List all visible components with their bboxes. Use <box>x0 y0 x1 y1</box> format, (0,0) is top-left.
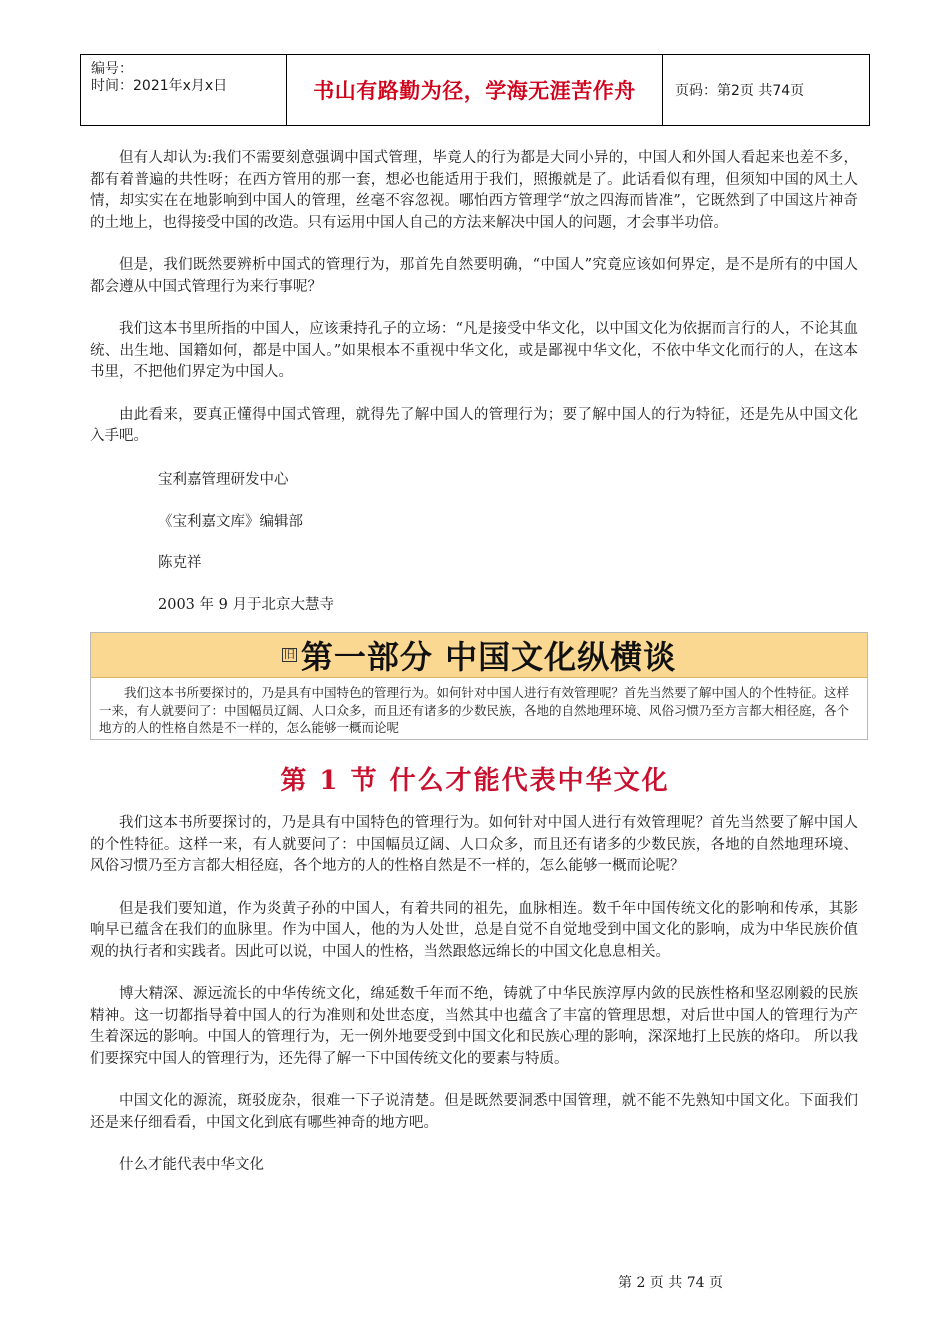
preface-paragraph: 但是，我们既然要辨析中国式的管理行为，那首先自然要明确，“中国人”究竟应该如何界定，是不是所有的中国人都会遵从中国式管理行为来行事呢？ <box>90 257 858 295</box>
section-paragraph: 但是我们要知道，作为炎黄子孙的中国人，有着共同的祖先，血脉相连。数千年中国传统文化的影响和传承，其影响早已蕴含在我们的血脉里。作为中国人，他的为人处世，总是自觉不自觉地受到中国文化的影响，成为中华民族价值观的执行者和实践者。因此可以说，中国人的性格，当然跟悠远绵长的中国文化息息相关。 <box>90 900 858 960</box>
part-summary: 我们这本书所要探讨的，乃是具有中国特色的管理行为。如何针对中国人进行有效管理呢？首先当然要了解中国人的个性特征。这样一来，有人就要问了：中国幅员辽阔、人口众多，而且还有诸多的少数民族，各地的自然地理环境、风俗习惯乃至方言都大相径庭，各个地方的人的性格自然是不一样的，怎么能够一概而论呢 <box>99 685 850 735</box>
section-paragraph: 我们这本书所要探讨的，乃是具有中国特色的管理行为。如何针对中国人进行有效管理呢？首先当然要了解中国人的个性特征。这样一来，有人就要问了：中国幅员辽阔、人口众多，而且还有诸多的少数民族，各地的自然地理环境、风俗习惯乃至方言都大相径庭，各个地方的人的性格自然是不一样的，怎么能够一概而论呢？ <box>90 815 858 874</box>
preface-paragraph: 由此看来，要真正懂得中国式管理，就得先了解中国人的管理行为；要了解中国人的行为特征，还是先从中国文化入手吧。 <box>90 406 858 444</box>
signature-org: 宝利嘉管理研发中心 <box>158 472 289 488</box>
signature-author: 陈克祥 <box>158 555 202 571</box>
time-label: 时间：2021年x月x日 <box>91 78 228 94</box>
signature-date: 2003 年 9 月于北京大慧寺 <box>158 597 334 613</box>
part-title: 第一部分 中国文化纵横谈 <box>300 638 677 676</box>
preface-paragraph: 我们这本书里所指的中国人，应该秉持孔子的立场：“凡是接受中华文化，以中国文化为依据而言行的人，不论其血统、出生地、国籍如何，都是中国人。”如果根本不重视中华文化，或是鄙视中华文化，不依中华文化而行的人，在这本书里，不把他们界定为中国人。 <box>90 321 858 380</box>
header-meta <box>81 55 287 125</box>
part-box <box>90 632 868 740</box>
number-label: 编号： <box>91 61 133 77</box>
section-paragraph: 博大精深、源远流长的中华传统文化，绵延数千年而不绝，铸就了中华民族淳厚内敛的民族性格和坚忍刚毅的民族精神。这一切都指导着中国人的行为准则和处世态度，当然其中也蕴含了丰富的管理思想，对后世中国人的管理行为产生着深远的影响。中国人的管理行为，无一例外地要受到中国文化和民族心理的影响，深深地打上民族的烙印。 所以我们要探究中国人的管理行为，还先得了解一下中国传统文化的要素与特质。 <box>90 986 858 1067</box>
section-title: 第 1 节 什么才能代表中华文化 <box>280 766 670 796</box>
preface-paragraph: 但有人却认为:我们不需要刻意强调中国式管理，毕竟人的行为都是大同小异的，中国人和外国人看起来也差不多，都有着普遍的共性呀；在西方管用的那一套，想必也能适用于我们，照搬就是了。此话看似有理，但须知中国的风土人情，却实实在在地影响到中国人的管理，丝毫不容忽视。哪怕西方管理学“放之四海而皆准”，它既然到了中国这片神奇的土地上，也得接受中国的改造。只有运用中国人自己的方法来解决中国人的问题，才会事半功倍。 <box>90 150 858 231</box>
page-footer: 第 2 页 共 74 页 <box>618 1275 723 1291</box>
outline-collapse-icon[interactable]: 旧 <box>283 648 295 661</box>
signature-dept: 《宝利嘉文库》编辑部 <box>158 514 303 530</box>
header-page-info: 页码：第2页 共74页 <box>675 83 805 99</box>
part-header <box>91 633 867 678</box>
section-paragraph: 中国文化的源流，斑驳庞杂，很难一下子说清楚。但是既然要洞悉中国管理，就不能不先熟知中国文化。下面我们还是来仔细看看，中国文化到底有哪些神奇的地方吧。 <box>90 1093 858 1131</box>
section-paragraph: 什么才能代表中华文化 <box>119 1157 264 1173</box>
header-motto: 书山有路勤为径，学海无涯苦作舟 <box>287 55 663 125</box>
page-header <box>80 54 870 126</box>
preface-body <box>90 148 858 448</box>
section-body <box>90 813 858 1177</box>
